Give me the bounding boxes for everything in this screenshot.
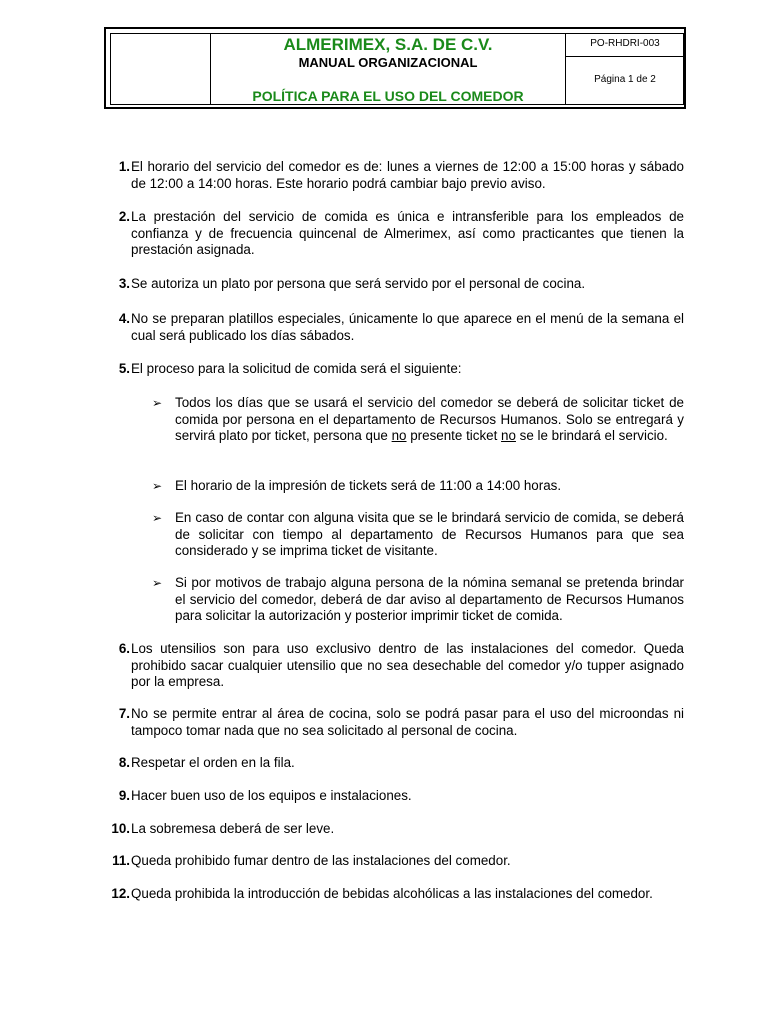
item-number: 11. bbox=[112, 853, 130, 868]
item-text: El horario del servicio del comedor es de: lunes a viernes de 12:00 a 15:00 horas y sábado de 12:00 a 14:00 horas. Este horario podrá cambiar bajo previo aviso. bbox=[131, 159, 684, 191]
item-text: Se autoriza un plato por persona que será servido por el personal de cocina. bbox=[131, 276, 586, 291]
item-text: El proceso para la solicitud de comida será el siguiente: bbox=[131, 361, 462, 376]
arrow-bullet-icon: ➢ bbox=[152, 479, 163, 493]
arrow-bullet-icon: ➢ bbox=[152, 511, 163, 525]
manual-title: MANUAL ORGANIZACIONAL bbox=[298, 55, 478, 70]
item-text: No se preparan platillos especiales, únicamente lo que aparece en el menú de la semana el cual será publicado los días sábados. bbox=[131, 311, 684, 343]
item-number: 5. bbox=[118, 361, 130, 376]
item-number: 4. bbox=[118, 311, 130, 326]
bullet-text: El horario de la impresión de tickets será de 11:00 a 14:00 horas. bbox=[175, 478, 562, 493]
policy-title: POLÍTICA PARA EL USO DEL COMEDOR bbox=[252, 88, 524, 104]
item-number: 12. bbox=[111, 886, 130, 901]
header-underline bbox=[116, 104, 566, 105]
bullet-text: En caso de contar con alguna visita que se le brindará servicio de comida, se deberá de solicitar con tiempo al departamento de Recursos Humanos para que sea considerado y se imprima ticket de visitante. bbox=[175, 510, 684, 559]
bullet-text: Todos los días que se usará el servicio del comedor se deberá de solicitar ticket de comida por persona en el departamento de Recursos Humanos. Solo se entregará y servirá plato por ticket, persona que no presente ticket no se le brindará el servicio. bbox=[175, 395, 684, 444]
item-text: Queda prohibido fumar dentro de las instalaciones del comedor. bbox=[131, 853, 511, 868]
item-text: Los utensilios son para uso exclusivo dentro de las instalaciones del comedor. Queda prohibido sacar cualquier utensilio que no sea desechable del comedor y/o tupper asignado por la empresa. bbox=[131, 641, 684, 690]
page-number: Página 1 de 2 bbox=[594, 74, 656, 85]
item-text: Queda prohibida la introducción de bebidas alcohólicas a las instalaciones del comedor. bbox=[131, 886, 653, 901]
item-number: 6. bbox=[118, 641, 130, 656]
arrow-bullet-icon: ➢ bbox=[152, 576, 163, 590]
item-text: Respetar el orden en la fila. bbox=[131, 755, 295, 770]
item-number: 9. bbox=[118, 788, 130, 803]
item-text: Hacer buen uso de los equipos e instalaciones. bbox=[131, 788, 412, 803]
item-number: 3. bbox=[118, 276, 130, 291]
document-code: PO-RHDRI-003 bbox=[590, 38, 660, 49]
item-number: 10. bbox=[111, 821, 130, 836]
item-number: 8. bbox=[118, 755, 130, 770]
item-number: 1. bbox=[118, 159, 130, 174]
item-text: La prestación del servicio de comida es única e intransferible para los empleados de confianza y de frecuencia quincenal de Almerimex, así como practicantes que tienen la prestación asignada. bbox=[131, 209, 684, 258]
company-name: ALMERIMEX, S.A. DE C.V. bbox=[283, 35, 493, 54]
bullet-text: Si por motivos de trabajo alguna persona de la nómina semanal se pretenda brindar el servicio del comedor, deberá de dar aviso al departamento de Recursos Humanos para solicitar la autorización y posterior imprimir ticket de comida. bbox=[175, 575, 684, 624]
header-divider-code bbox=[566, 56, 684, 57]
arrow-bullet-icon: ➢ bbox=[152, 396, 163, 410]
item-number: 7. bbox=[118, 706, 130, 721]
item-number: 2. bbox=[118, 209, 130, 224]
item-text: La sobremesa deberá de ser leve. bbox=[131, 821, 335, 836]
item-text: No se permite entrar al área de cocina, solo se podrá pasar para el uso del microondas ni tampoco tomar nada que no sea solicitado al personal de cocina. bbox=[131, 706, 684, 738]
